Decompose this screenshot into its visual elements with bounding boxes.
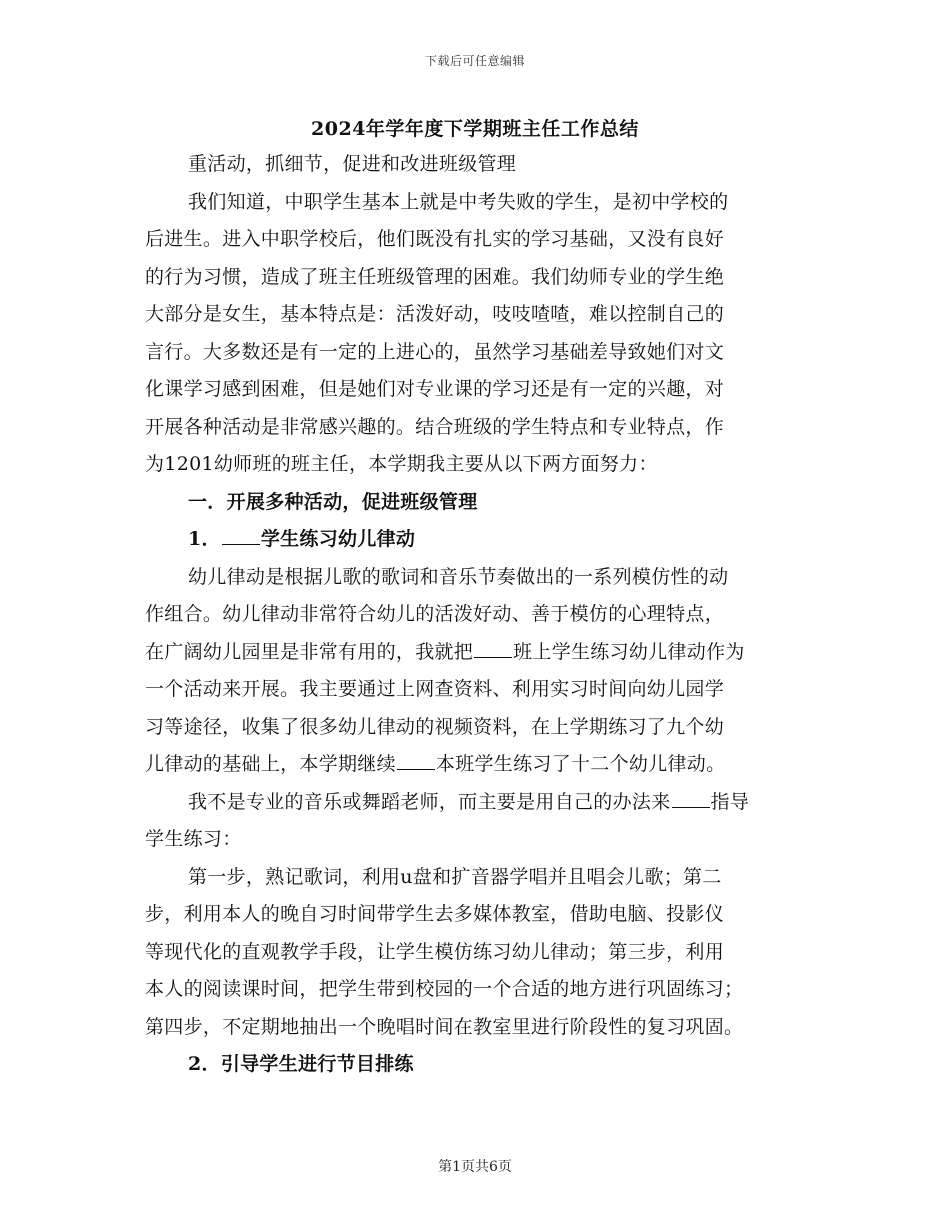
text-segment: 在广阔幼儿园里是非常有用的，我就把 [145, 640, 474, 663]
paragraph-1-line: 开展各种活动是非常感兴趣的。结合班级的学生特点和专业特点，作 [145, 415, 725, 438]
paragraph-1-line: 我们知道，中职学生基本上就是中考失败的学生，是初中学校的 [188, 190, 729, 213]
text-segment: 本班学生练习了十二个幼儿律动。 [435, 753, 726, 775]
subsection-text: 学生练习幼儿律动 [260, 528, 416, 550]
subsection-heading-2: 2．引导学生进行节目排练 [188, 1053, 414, 1075]
subsection-number: 1． [188, 528, 221, 550]
fill-blank [397, 751, 435, 770]
paragraph-2-line: 幼儿律动是根据儿歌的歌词和音乐节奏做出的一系列模仿性的动 [188, 565, 729, 588]
paragraph-1-line: 大部分是女生，基本特点是：活泼好动，吱吱喳喳，难以控制自己的 [145, 303, 725, 325]
paragraph-4-line: 本人的阅读课时间，把学生带到校园的一个合适的地方进行巩固练习； [145, 978, 744, 1000]
paragraph-4-line: 第一步，熟记歌词，利用u盘和扩音器学唱并且唱会儿歌；第二 [188, 865, 722, 888]
text-segment: 班上学生练习幼儿律动作为 [513, 640, 745, 663]
paragraph-4-line: 步，利用本人的晚自习时间带学生去多媒体教室，借助电脑、投影仪 [145, 903, 725, 925]
page-header-note: 下载后可任意编辑 [424, 54, 525, 68]
document-subtitle: 重活动，抓细节，促进和改进班级管理 [188, 153, 517, 175]
paragraph-1-line: 化课学习感到困难，但是她们对专业课的学习还是有一定的兴趣，对 [145, 378, 725, 400]
paragraph-2-line: 作组合。幼儿律动非常符合幼儿的活泼好动、善于模仿的心理特点， [145, 603, 725, 625]
paragraph-2-line: 习等途径，收集了很多幼儿律动的视频资料，在上学期练习了九个幼 [145, 715, 725, 738]
paragraph-1-line: 后进生。进入中职学校后，他们既没有扎实的学习基础，又没有良好 [145, 228, 725, 250]
fill-blank [672, 789, 710, 808]
text-segment: 我不是专业的音乐或舞蹈老师，而主要是用自己的办法来 [188, 790, 671, 813]
paragraph-4-line: 第四步，不定期地抽出一个晚唱时间在教室里进行阶段性的复习巩固。 [145, 1015, 744, 1038]
fill-blank [222, 526, 260, 545]
paragraph-2-line [145, 746, 805, 784]
document-body [145, 112, 805, 1084]
paragraph-1-line: 言行。大多数还是有一定的上进心的，虽然学习基础差导致她们对文 [145, 340, 725, 363]
paragraph-2-line [145, 634, 805, 672]
section-heading-1: 一．开展多种活动，促进班级管理 [188, 490, 478, 513]
paragraph-1-line: 的行为习惯，造成了班主任班级管理的困难。我们幼师专业的学生绝 [145, 265, 725, 288]
document-title: 2024年学年度下学期班主任工作总结 [311, 118, 639, 140]
paragraph-3-line [145, 784, 805, 822]
text-segment: 儿律动的基础上，本学期继续 [145, 753, 396, 775]
paragraph-4-line: 等现代化的直观教学手段，让学生模仿练习幼儿律动；第三步，利用 [145, 940, 725, 963]
paragraph-2-line: 一个活动来开展。我主要通过上网查资料、利用实习时间向幼儿园学 [145, 678, 725, 700]
paragraph-1-line: 为1201幼师班的班主任，本学期我主要从以下两方面努力： [145, 453, 658, 475]
fill-blank [474, 639, 512, 658]
paragraph-3-line: 学生练习： [145, 828, 242, 850]
page-footer-page-number: 第1页共6页 [438, 1159, 512, 1175]
text-segment: 指导 [710, 790, 750, 813]
subsection-heading-1 [145, 521, 805, 559]
